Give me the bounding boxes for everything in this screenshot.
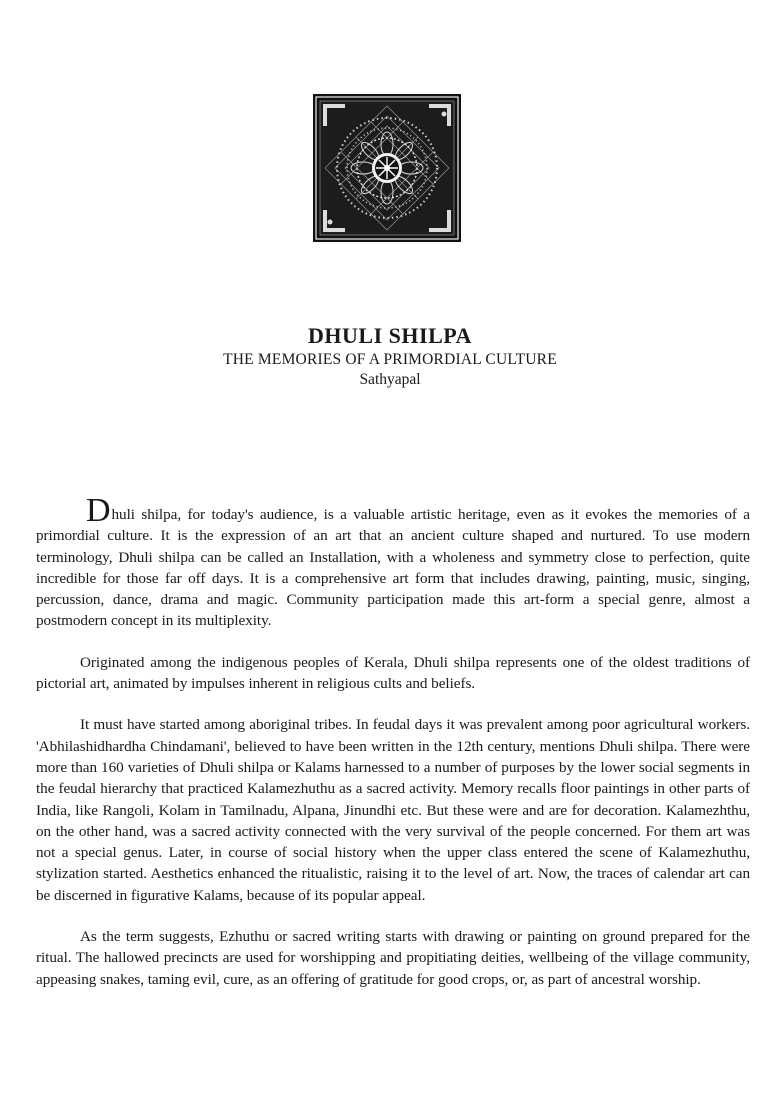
page-title: DHULI SHILPA: [308, 323, 472, 348]
paragraph-4: As the term suggests, Ezhuthu or sacred writing starts with drawing or painting on ground prepared for the ritual. The hallowed precincts are used for worshipping and propitiating deities, wellbeing of the village community, appeasing snakes, taming evil, cure, as an offering of gratitude for good crops, or, as part of ancestral worship.: [36, 928, 750, 988]
paragraph-1: [36, 492, 750, 632]
drop-cap: D: [86, 492, 111, 529]
paragraph-3: It must have started among aboriginal tribes. In feudal days it was prevalent among poor agricultural workers. 'Abhilashidhardha Chindamani', believed to have been written in the 12th century, mentions Dhuli shilpa. There were more than 160 varieties of Dhuli shilpa or Kalams harnessed to a number of purposes by the lower social segments in the feudal hierarchy that practiced Kalamezhuthu as a sacred activity. Memory recalls floor paintings in other parts of India, like Rangoli, Kolam in Tamilnadu, Alpana, Jinundhi etc. But these were and are for decoration. Kalamezhthu, on the other hand, was a sacred activity connected with the very survival of the people concerned. For them art was not a special genus. Later, in course of social history when the upper class entered the scene of Kalamezhuthu, stylization started. Aesthetics enhanced the ritualistic, raising it to the level of art. Now, the traces of calendar art can be discerned in figurative Kalams, because of its popular appeal.: [36, 716, 750, 904]
kalam-mandala-icon: [313, 94, 461, 242]
author-name: Sathyapal: [359, 371, 421, 388]
kalam-mandala-graphic: [313, 94, 461, 242]
paragraph-2: Originated among the indigenous peoples of Kerala, Dhuli shilpa represents one of the oldest traditions of pictorial art, animated by impulses inherent in religious cults and beliefs.: [36, 653, 750, 693]
heading-block: [0, 322, 780, 390]
page-subtitle: THE MEMORIES OF A PRIMORDIAL CULTURE: [223, 351, 557, 368]
paragraph-1-text: huli shilpa, for today's audience, is a valuable artistic heritage, even as it evokes the memories of a primordial culture. It is the expression of an art that an ancient culture shaped and nurtured. To use modern terminology, Dhuli shilpa can be called an Installation, with a wholeness and symmetry close to perfection, quite incredible for those far off days. It is a comprehensive art form that includes drawing, painting, music, singing, percussion, dance, drama and magic. Community participation made this art-form a special genre, almost a postmodern concept in its multiplexity.: [36, 506, 750, 630]
article-body: [36, 492, 750, 1010]
